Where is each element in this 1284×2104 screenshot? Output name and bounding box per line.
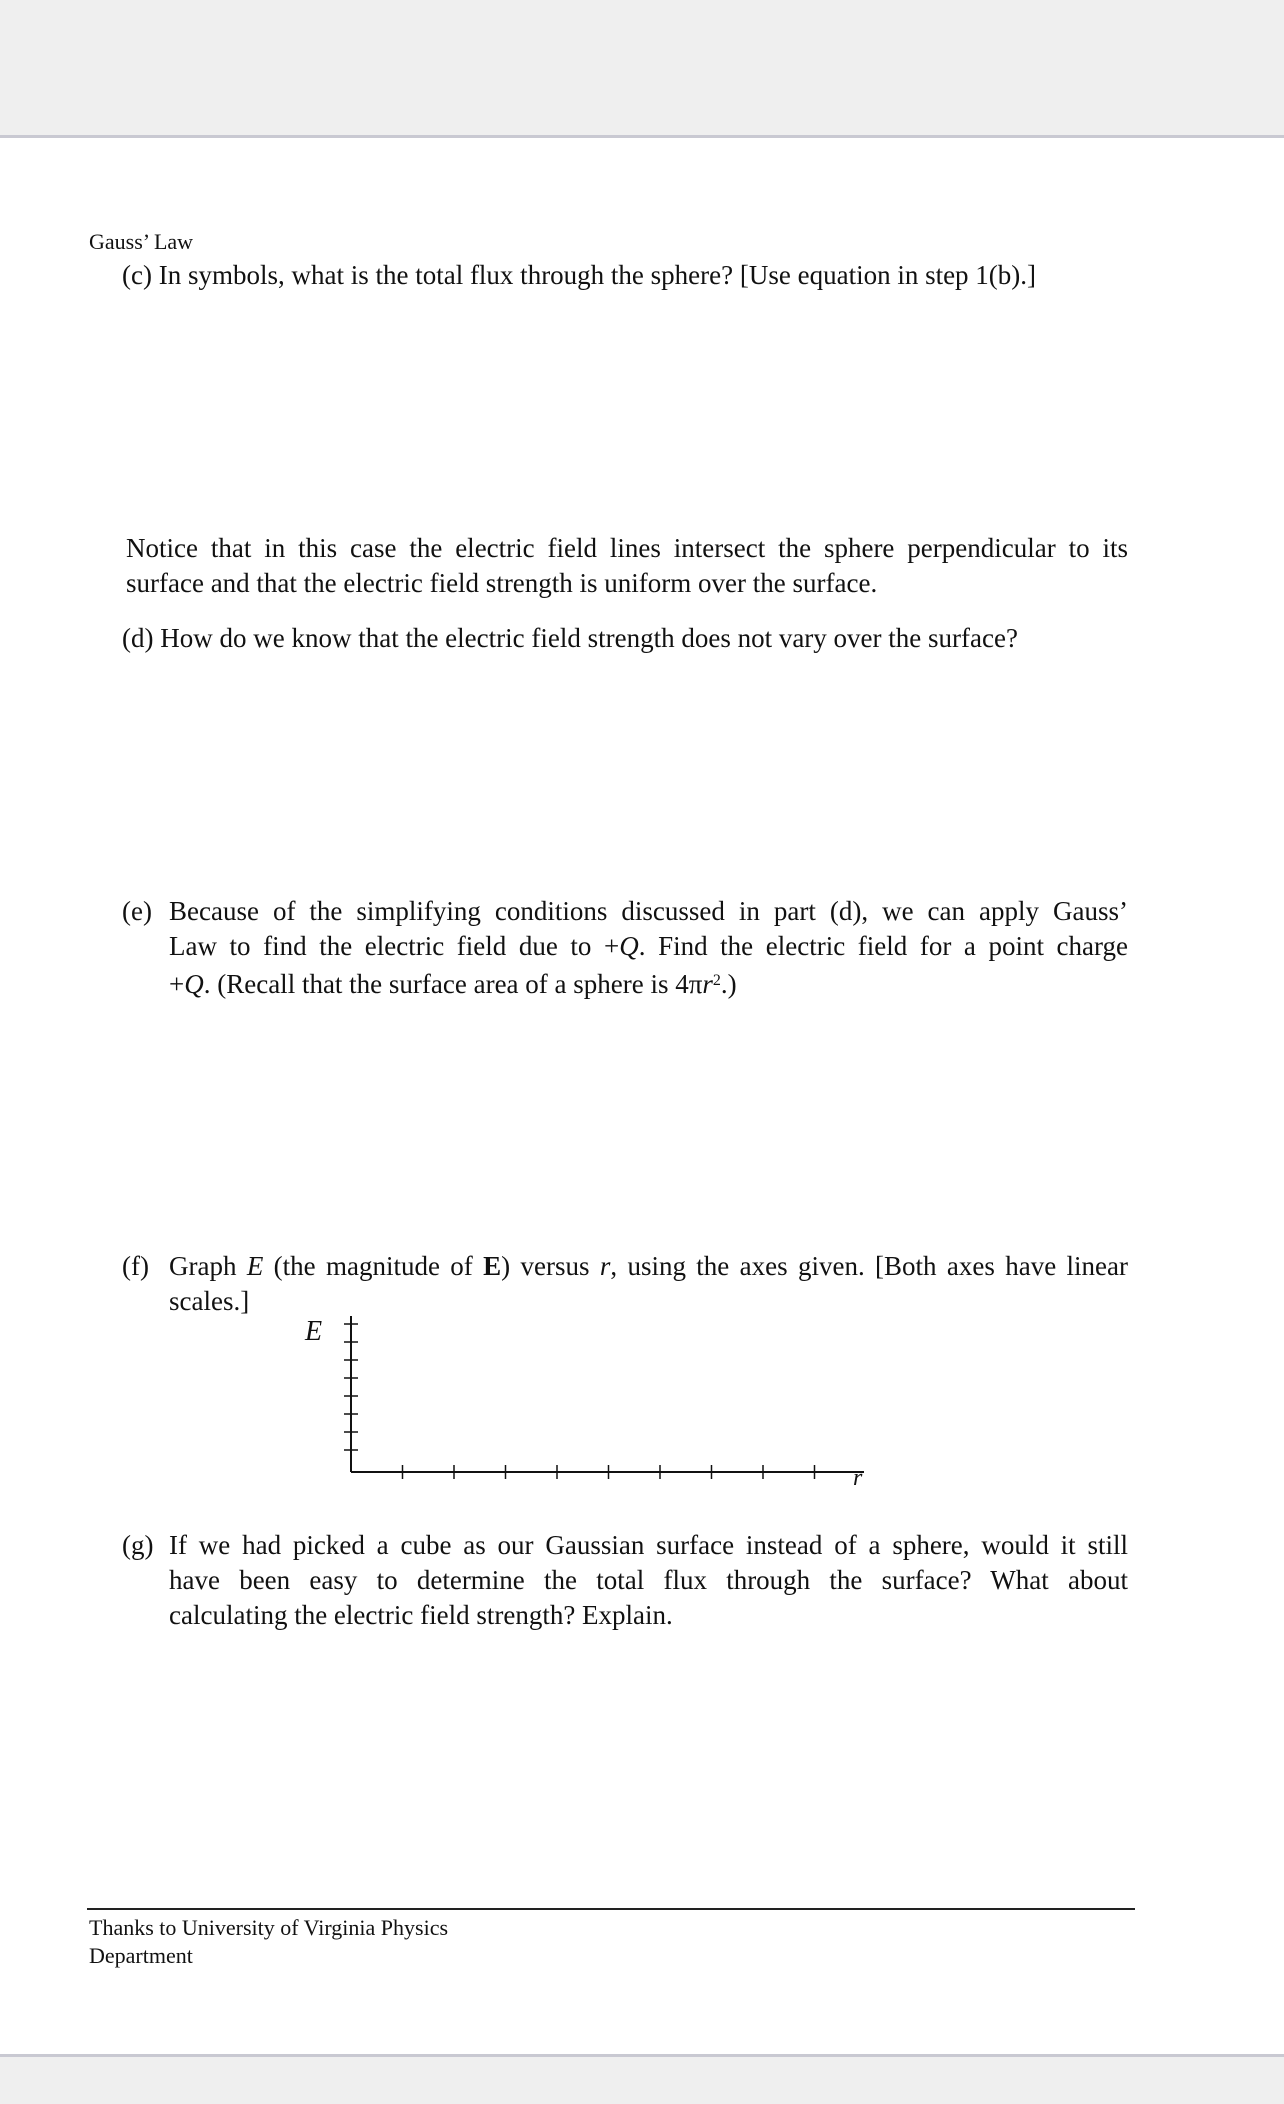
question-f-line-1c: ) versus (501, 1251, 600, 1281)
question-c (122, 258, 1036, 293)
question-f-line-1 (169, 1249, 1128, 1284)
exponent-2: 2 (712, 972, 721, 989)
notice-line-2: surface and that the electric field strength is uniform over the surface. (126, 568, 878, 598)
question-g-letter: (g) (122, 1530, 154, 1560)
question-e-line-2a: Law to find the electric field due to + (169, 931, 620, 961)
y-axis-label: E (305, 1316, 323, 1347)
question-c-letter: (c) (122, 260, 152, 290)
question-c-text: In symbols, what is the total flux through the sphere? [Use equation in step 1(b).] (158, 260, 1037, 290)
question-g-line-3: calculating the electric field strength? Explain. (169, 1600, 673, 1630)
e-versus-r-axes (290, 1310, 880, 1500)
question-f-line-2: scales.] (169, 1286, 250, 1316)
question-e-line-3 (169, 967, 737, 1002)
footer-rule (87, 1908, 1135, 1910)
question-d-text: How do we know that the electric field strength does not vary over the surface? (160, 623, 1018, 653)
question-f-letter: (f) (122, 1251, 149, 1281)
question-d-letter: (d) (122, 623, 154, 653)
question-e-letter: (e) (122, 896, 152, 926)
top-margin-band (0, 0, 1284, 138)
notice-line-1: Notice that in this case the electric field lines intersect the sphere perpendicular to its (126, 533, 1128, 563)
footer-credit-line-1: Thanks to University of Virginia Physics (89, 1915, 449, 1940)
radius-r-symbol: r (702, 969, 713, 999)
question-f-line-1b: (the magnitude of (263, 1251, 484, 1281)
e-symbol: E (246, 1251, 264, 1281)
question-e-line-3b: . (Recall that the surface area of a sphere is 4π (203, 969, 703, 999)
e-vector-symbol: E (483, 1251, 502, 1281)
question-d (122, 621, 1018, 656)
r-symbol: r (599, 1251, 611, 1281)
question-f-line-1d: , using the axes given. [Both axes have linear (610, 1251, 1128, 1281)
charge-q-symbol: Q (619, 931, 639, 961)
question-e-line-1: Because of the simplifying conditions discussed in part (d), we can apply Gauss’ (169, 896, 1128, 926)
question-e-line-2b: . Find the electric field for a point charge (638, 931, 1129, 961)
question-g-line-1: If we had picked a cube as our Gaussian surface instead of a sphere, would it still (169, 1530, 1128, 1560)
bottom-margin-band (0, 2054, 1284, 2104)
question-f-line-1a: Graph (169, 1251, 247, 1281)
document-page (0, 138, 1284, 2054)
x-axis-label: r (853, 1465, 863, 1491)
charge-q-symbol-2: Q (184, 969, 204, 999)
question-e-line-3c: .) (720, 969, 737, 999)
question-e-line-3a: + (169, 969, 185, 999)
question-g-line-2: have been easy to determine the total flux through the surface? What about (169, 1565, 1128, 1595)
footer-credit-line-2: Department (89, 1943, 193, 1968)
question-e-line-2 (169, 929, 1128, 964)
page-header: Gauss’ Law (89, 229, 194, 254)
